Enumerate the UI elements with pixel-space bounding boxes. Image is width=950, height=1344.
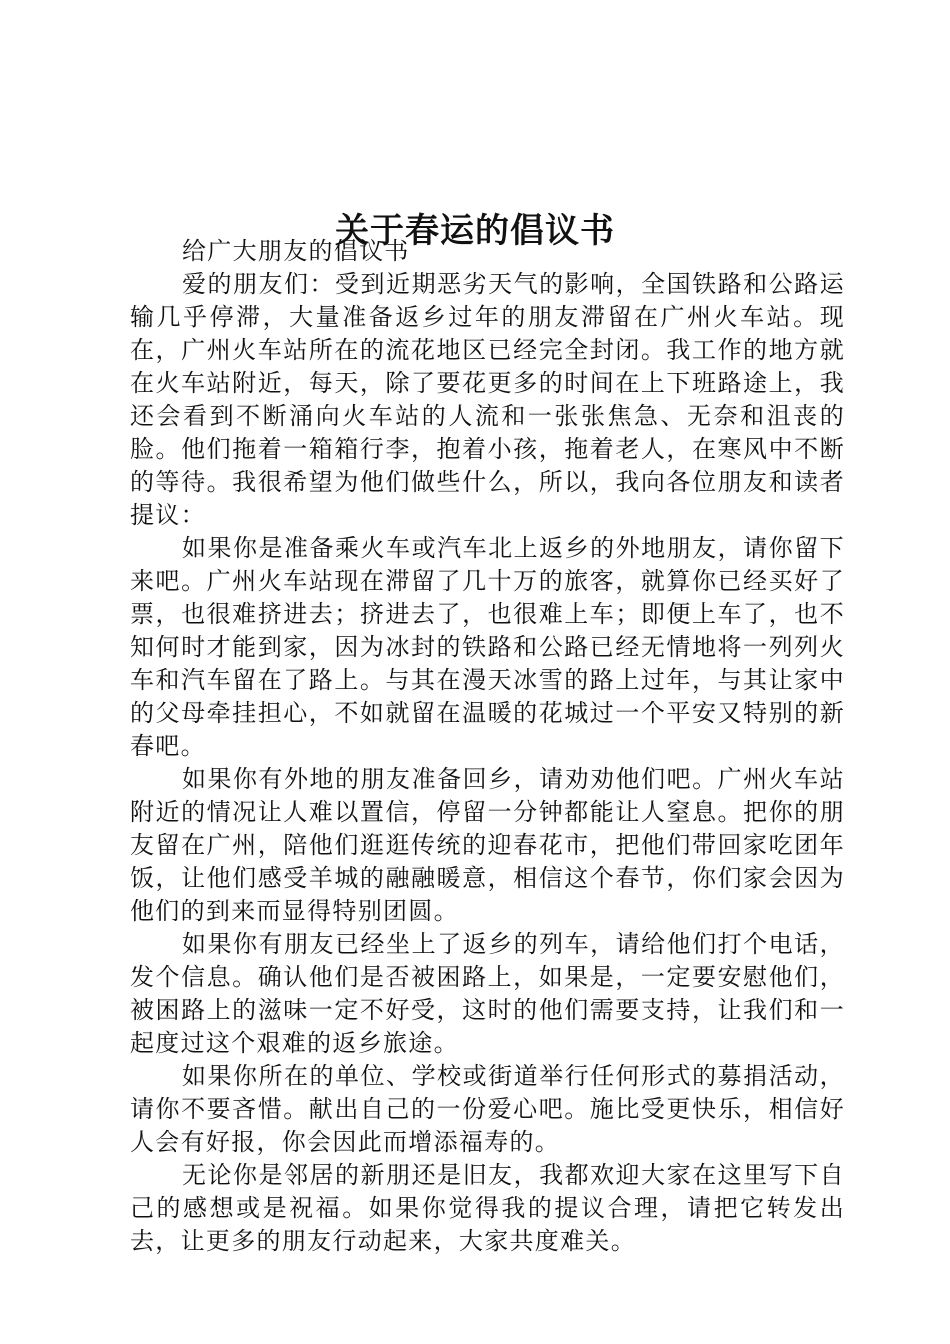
paragraph-closing: 无论你是邻居的新朋还是旧友，我都欢迎大家在这里写下自己的感想或是祝福。如果你觉得我的提议合理，请把它转发出去，让更多的朋友行动起来，大家共度难关。 <box>130 1161 845 1255</box>
paragraph-persuade-friends: 如果你有外地的朋友准备回乡，请劝劝他们吧。广州火车站附近的情况让人难以置信，停留一分钟都能让人窒息。把你的朋友留在广州，陪他们逛逛传统的迎春花市，把他们带回家吃团年饭，让他们感受羊城的融融暖意，相信这个春节，你们家会因为他们的到来而显得特别团圆。 <box>130 765 845 925</box>
paragraph-donation: 如果你所在的单位、学校或街道举行任何形式的募捐活动，请你不要吝惜。献出自己的一份爱心吧。施比受更快乐，相信好人会有好报，你会因此而增添福寿的。 <box>130 1062 845 1156</box>
paragraph-salutation: 给广大朋友的倡议书 <box>182 237 410 265</box>
document-body <box>130 235 845 1258</box>
paragraph-intro: 爱的朋友们：受到近期恶劣天气的影响，全国铁路和公路运输几乎停滞，大量准备返乡过年的朋友滞留在广州火车站。现在，广州火车站所在的流花地区已经完全封闭。我工作的地方就在火车站附近，每天，除了要花更多的时间在上下班路途上，我还会看到不断涌向火车站的人流和一张张焦急、无奈和沮丧的脸。他们拖着一箱箱行李，抱着小孩，拖着老人，在寒风中不断的等待。我很希望为他们做些什么，所以，我向各位朋友和读者提议： <box>130 270 845 529</box>
paragraph-stay-in-guangzhou: 如果你是准备乘火车或汽车北上返乡的外地朋友，请你留下来吧。广州火车站现在滞留了几十万的旅客，就算你已经买好了票，也很难挤进去；挤进去了，也很难上车；即便上车了，也不知何时才能到家，因为冰封的铁路和公路已经无情地将一列列火车和汽车留在了路上。与其在漫天冰雪的路上过年，与其让家中的父母牵挂担心，不如就留在温暖的花城过一个平安又特别的新春吧。 <box>130 534 845 760</box>
paragraph-contact-travelers: 如果你有朋友已经坐上了返乡的列车，请给他们打个电话，发个信息。确认他们是否被困路上，如果是，一定要安慰他们，被困路上的滋味一定不好受，这时的他们需要支持，让我们和一起度过这个艰难的返乡旅途。 <box>130 930 845 1057</box>
document-title: 关于春运的倡议书 <box>335 210 615 251</box>
